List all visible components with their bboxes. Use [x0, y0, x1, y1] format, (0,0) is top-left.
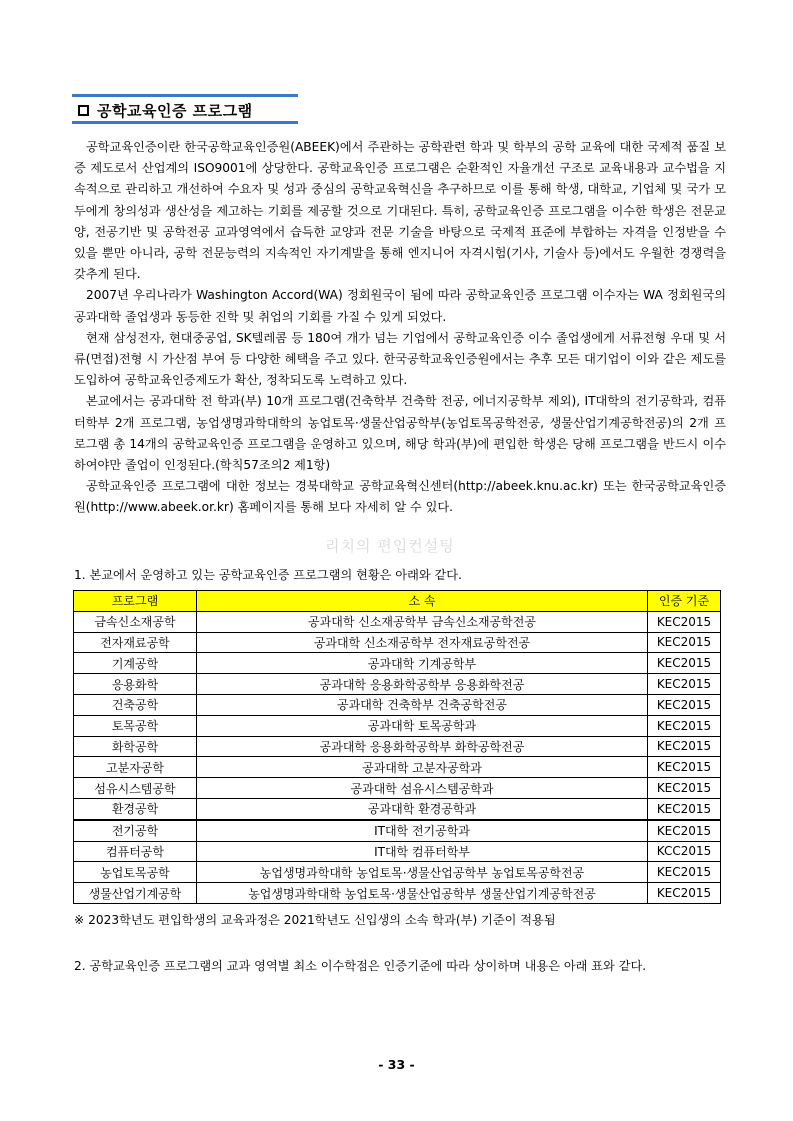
cell-standard: KEC2015 [648, 883, 721, 904]
cell-standard: KEC2015 [648, 798, 721, 819]
cell-affiliation: 공과대학 기계공학부 [197, 653, 648, 674]
page-title: 공학교육인증 프로그램 [97, 102, 253, 120]
table-row [74, 653, 721, 674]
page-number: - 33 - [378, 1057, 415, 1072]
table-row [74, 674, 721, 695]
table-row [74, 841, 721, 862]
cell-standard: KEC2015 [648, 694, 721, 715]
cell-program: 섬유시스템공학 [74, 778, 197, 799]
paragraph-1: 공학교육인증이란 한국공학교육인증원(ABEEK)에서 주관하는 공학관련 학과 및 학부의 공학 교육에 대한 국제적 품질 보증 제도로서 산업계의 ISO9001에 상당한다. 공학교육인증 프로그램은 순환적인 자율개선 구조로 교육내용과 교수법을 지속적으로 관리하고 개선하여 수요자 및 성과 중심의 공학교육혁신을 추구하므로 이를 통해 학생, 대학교, 기업체 및 국가 모두에게 창의성과 생산성을 제고하는 기회를 제공할 것으로 기대된다. 특히, 공학교육인증 프로그램을 이수한 학생은 전문교양, 전공기반 및 공학전공 교과영역에서 습득한 교양과 전문 기술을 바탕으로 국제적 표준에 부합하는 자격을 인정받을 수 있을 뿐만 아니라, 공학 전문능력의 지속적인 자기계발을 통해 엔지니어 자격시험(기사, 기술사 등)에서도 우월한 경쟁력을 갖추게 된다. [74, 140, 726, 282]
table-row [74, 694, 721, 715]
cell-standard: KEC2015 [648, 736, 721, 757]
watermark: 리치의 편입컨설팅 [325, 537, 455, 555]
paragraph-2: 2007년 우리나라가 Washington Accord(WA) 정회원국이 됨에 따라 공학교육인증 프로그램 이수자는 WA 정회원국의 공과대학 졸업생과 동등한 진학 및 취업의 기회를 가질 수 있게 되었다. [74, 288, 726, 324]
cell-affiliation: 농업생명과학대학 농업토목·생물산업공학부 생물산업기계공학전공 [197, 883, 648, 904]
title-bottom-rule [72, 121, 298, 124]
cell-standard: KEC2015 [648, 862, 721, 883]
cell-program: 화학공학 [74, 736, 197, 757]
checkbox-icon [78, 105, 89, 116]
program-table [73, 590, 721, 904]
cell-program: 환경공학 [74, 798, 197, 819]
cell-affiliation: 공과대학 환경공학과 [197, 798, 648, 819]
table-row [74, 883, 721, 904]
cell-standard: KEC2015 [648, 778, 721, 799]
table-row [74, 611, 721, 632]
section-1-heading: 1. 본교에서 운영하고 있는 공학교육인증 프로그램의 현황은 아래와 같다. [74, 568, 462, 582]
cell-affiliation: 농업생명과학대학 농업토목·생물산업공학부 농업토목공학전공 [197, 862, 648, 883]
cell-affiliation: 공과대학 응용화학공학부 화학공학전공 [197, 736, 648, 757]
cell-standard: KEC2015 [648, 820, 721, 841]
cell-program: 응용화학 [74, 674, 197, 695]
cell-standard: KEC2015 [648, 674, 721, 695]
cell-affiliation: IT대학 컴퓨터학부 [197, 841, 648, 862]
cell-program: 토목공학 [74, 715, 197, 736]
cell-affiliation: 공과대학 섬유시스템공학과 [197, 778, 648, 799]
title-top-rule [72, 94, 298, 97]
cell-affiliation: 공과대학 토목공학과 [197, 715, 648, 736]
cell-affiliation: 공과대학 건축학부 건축공학전공 [197, 694, 648, 715]
cell-program: 금속신소재공학 [74, 611, 197, 632]
cell-standard: KEC2015 [648, 632, 721, 653]
cell-affiliation: IT대학 전기공학과 [197, 820, 648, 841]
cell-standard: KEC2015 [648, 653, 721, 674]
cell-affiliation: 공과대학 신소재공학부 전자재료공학전공 [197, 632, 648, 653]
cell-standard: KCC2015 [648, 841, 721, 862]
cell-program: 기계공학 [74, 653, 197, 674]
paragraph-3: 현재 삼성전자, 현대중공업, SK텔레콤 등 180여 개가 넘는 기업에서 공학교육인증 이수 졸업생에게 서류전형 우대 및 서류(면접)전형 시 가산점 부여 등 다양한 혜택을 주고 있다. 한국공학교육인증원에서는 추후 모든 대기업이 이와 같은 제도를 도입하여 공학교육인증제도가 확산, 정착되도록 노력하고 있다. [74, 330, 726, 388]
section-title-box [72, 94, 298, 124]
paragraph-4: 본교에서는 공과대학 전 학과(부) 10개 프로그램(건축학부 건축학 전공, 에너지공학부 제외), IT대학의 전기공학과, 컴퓨터학부 2개 프로그램, 농업생명과학대학의 농업토목·생물산업공학부(농업토목공학전공, 생물산업기계공학전공)의 2개 프로그램 총 14개의 공학교육인증 프로그램을 운영하고 있으며, 해당 학과(부)에 편입한 학생은 당해 프로그램을 반드시 이수하여야만 졸업이 인정된다.(학칙57조의2 제1항) [74, 394, 726, 473]
table-row [74, 862, 721, 883]
cell-program: 생물산업기계공학 [74, 883, 197, 904]
cell-standard: KEC2015 [648, 757, 721, 778]
cell-program: 건축공학 [74, 694, 197, 715]
intro-text [74, 137, 726, 519]
section-2-heading: 2. 공학교육인증 프로그램의 교과 영역별 최소 이수학점은 인증기준에 따라 상이하며 내용은 아래 표와 같다. [74, 959, 647, 973]
cell-program: 전기공학 [74, 820, 197, 841]
table-row [74, 778, 721, 799]
cell-program: 컴퓨터공학 [74, 841, 197, 862]
table-row [74, 757, 721, 778]
header-program: 프로그램 [74, 591, 197, 612]
header-affiliation: 소 속 [197, 591, 648, 612]
cell-affiliation: 공과대학 응용화학공학부 응용화학전공 [197, 674, 648, 695]
table-row [74, 736, 721, 757]
paragraph-5: 공학교육인증 프로그램에 대한 정보는 경북대학교 공학교육혁신센터(http://abeek.knu.ac.kr) 또는 한국공학교육인증원(http://www.abeek.or.kr) 홈페이지를 통해 보다 자세히 알 수 있다. [74, 479, 726, 515]
table-row [74, 715, 721, 736]
cell-program: 농업토목공학 [74, 862, 197, 883]
cell-standard: KEC2015 [648, 611, 721, 632]
header-standard: 인증 기준 [648, 591, 721, 612]
table-row [74, 820, 721, 841]
cell-standard: KEC2015 [648, 715, 721, 736]
cell-program: 전자재료공학 [74, 632, 197, 653]
table-header-row [74, 591, 721, 612]
cell-affiliation: 공과대학 고분자공학과 [197, 757, 648, 778]
note: ※ 2023학년도 편입학생의 교육과정은 2021학년도 신입생의 소속 학과(부) 기준이 적용됨 [74, 913, 556, 927]
table-row [74, 798, 721, 819]
table-body [74, 611, 721, 903]
table-row [74, 632, 721, 653]
cell-affiliation: 공과대학 신소재공학부 금속신소재공학전공 [197, 611, 648, 632]
cell-program: 고분자공학 [74, 757, 197, 778]
